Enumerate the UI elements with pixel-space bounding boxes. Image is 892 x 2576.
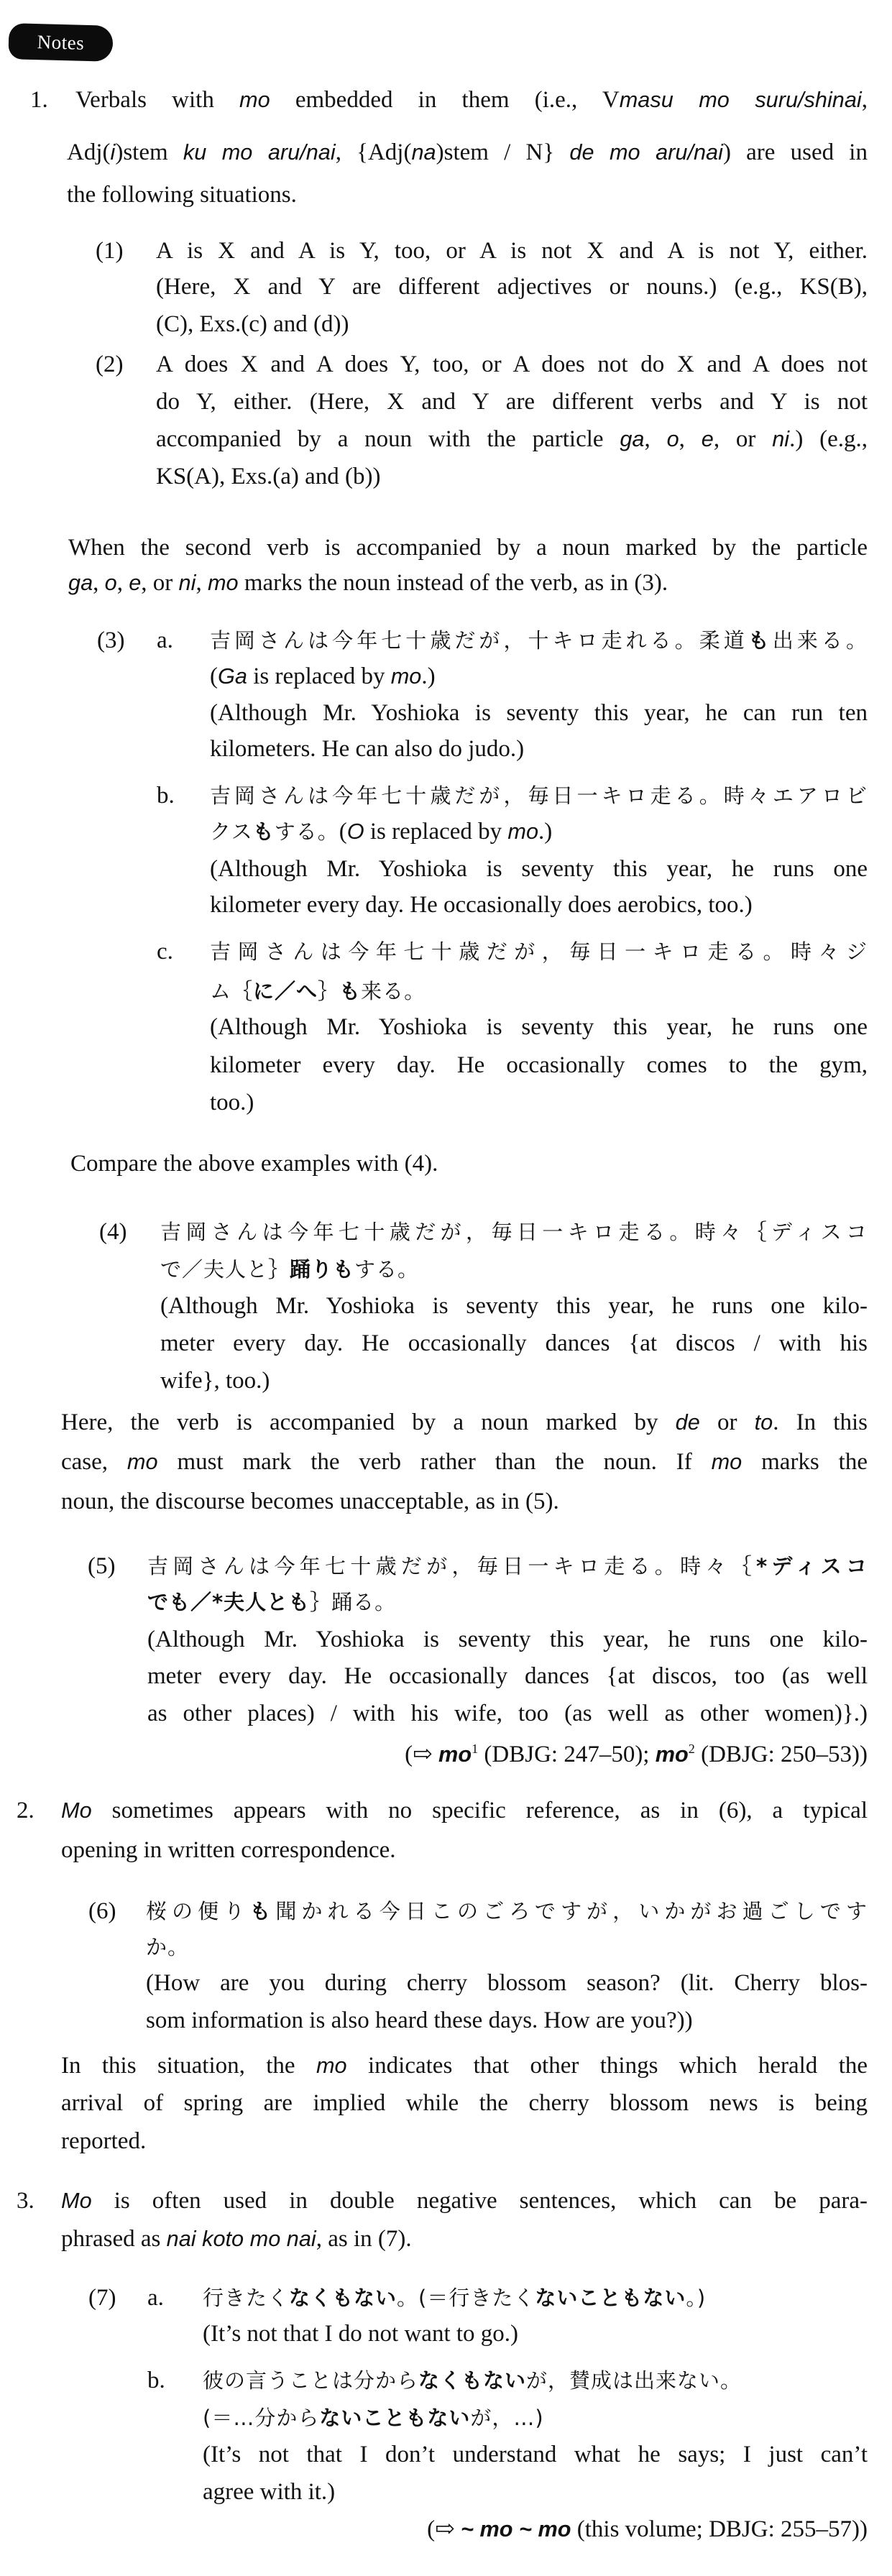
text-line [146, 1969, 868, 1997]
text-run: is often used in double negative sentences, which can be para- [91, 2188, 868, 2214]
text-line [156, 236, 868, 265]
text-line [210, 977, 426, 1006]
item-number-label [17, 2186, 35, 2215]
item-number-label [96, 236, 123, 265]
text-run: ( [210, 663, 218, 689]
text-run: , or [713, 426, 773, 452]
text-run: marks the noun instead of the verb, as in (3). [238, 570, 668, 596]
text-run: too.) [210, 1090, 254, 1116]
text-line [67, 180, 297, 209]
text-line [210, 855, 868, 883]
text-run: も [339, 979, 362, 1003]
text-run: ku mo aru/nai [183, 139, 336, 165]
item-number-label [147, 2366, 165, 2395]
text-run: 聞かれる今日このごろですが，いかがお過ごしです [275, 1899, 868, 1923]
text-run: Adj( [67, 139, 111, 165]
text-run: , or [141, 570, 179, 596]
text-run: . In this [773, 1409, 868, 1435]
text-run: (⇨ [427, 2516, 461, 2542]
text-run: de [675, 1409, 700, 1435]
text-run: b. [147, 2368, 165, 2393]
text-run: (Although Mr. Yoshioka is seventy this year, he runs one [210, 856, 868, 882]
text-run: nai koto mo nai [166, 2226, 316, 2251]
text-run: as other places) / with his wife, too (as well as other women)}.) [147, 1701, 868, 1726]
text-run: , [861, 87, 868, 113]
text-run: か。 [146, 1935, 190, 1959]
text-line [156, 272, 868, 301]
text-run: 吉岡さんは今年七十歳だが，毎日一キロ走る。時々｛ディスコ [160, 1220, 868, 1244]
text-run: b. [157, 783, 175, 809]
text-run: marks the [742, 1449, 868, 1475]
text-run: a. [157, 627, 173, 653]
text-run: , [196, 570, 208, 596]
text-run: ｝踊る。 [310, 1590, 397, 1614]
text-run: 行きたく [203, 2286, 290, 2310]
text-line [61, 1448, 868, 1476]
text-run: o [104, 570, 117, 595]
text-run: mo [239, 87, 270, 112]
text-run: c. [157, 939, 173, 965]
text-line [68, 569, 668, 597]
text-run: Here, the verb is accompanied by a noun marked by [61, 1409, 676, 1435]
text-run: 来る。 [361, 979, 426, 1003]
text-run: ないこともない [319, 2406, 471, 2430]
text-run: indicates that other things which herald the [346, 2053, 868, 2079]
text-run: も [249, 1899, 276, 1923]
text-line [203, 2283, 706, 2312]
text-run: 吉岡さんは今年七十歳だが，毎日一キロ走る。時々エアロビ [210, 783, 868, 808]
text-run: 2. [17, 1798, 35, 1823]
text-line [210, 891, 753, 919]
text-line [160, 1329, 868, 1358]
text-run: ni [178, 570, 196, 595]
text-run: (Although Mr. Yoshioka is seventy this year, he runs one kilo- [160, 1293, 868, 1319]
text-line [210, 662, 436, 691]
text-run: (Although Mr. Yoshioka is seventy this year, he runs one [210, 1014, 868, 1040]
text-run: mo [127, 1449, 158, 1474]
text-run: de mo aru/nai [569, 139, 723, 165]
text-line [160, 1218, 868, 1246]
text-run: must mark the verb rather than the noun. If [157, 1449, 712, 1475]
text-line [75, 86, 868, 114]
text-line [156, 425, 868, 454]
text-line [70, 1149, 438, 1178]
text-line [61, 2089, 868, 2117]
text-run: do Y, either. (Here, X and Y are different verbs and Y is not [156, 389, 868, 415]
text-line [146, 1897, 868, 1926]
item-number-label [88, 1552, 115, 1581]
text-line [203, 2404, 544, 2432]
text-run: (1) [96, 238, 124, 264]
text-run: (3) [97, 627, 125, 653]
text-run: mo [507, 819, 539, 844]
text-run: 。) [686, 2286, 707, 2310]
text-run: is replaced by [364, 819, 508, 845]
text-line [61, 1408, 868, 1437]
text-run: O [346, 819, 364, 844]
text-run: ~ mo ~ mo [461, 2516, 571, 2542]
text-run: (4) [99, 1219, 127, 1245]
text-line [160, 1366, 270, 1395]
text-line [203, 2319, 518, 2348]
notes-badge: Notes [8, 23, 113, 62]
text-run: ( [339, 819, 347, 845]
text-run: , [644, 426, 667, 452]
text-run: Verbals with [75, 87, 240, 113]
text-run: *ディスコ [755, 1554, 868, 1578]
text-run: kilometers. He can also do judo.) [210, 736, 525, 762]
item-number-label [99, 1218, 127, 1246]
cross-reference [427, 2515, 868, 2544]
text-run: opening in written correspondence. [61, 1837, 396, 1863]
item-number-label [88, 2283, 116, 2312]
text-run: で／夫人と｝ [160, 1257, 290, 1282]
text-run: 吉岡さんは今年七十歳だが，毎日一キロ走る。時々｛ [147, 1554, 756, 1578]
text-run: case, [61, 1449, 127, 1475]
item-number-label [147, 2283, 164, 2312]
text-run: wife}, too.) [160, 1368, 270, 1394]
text-run: する。 [354, 1257, 420, 1282]
text-run: 踊りも [290, 1257, 355, 1282]
text-run: ga [620, 426, 645, 451]
text-run: the following situations. [67, 182, 297, 208]
superscript: 1 [472, 1742, 479, 1756]
text-run: kilometer every day. He occasionally comes to the gym, [210, 1052, 868, 1078]
text-run: .) [538, 819, 553, 845]
text-run: が，…) [470, 2406, 544, 2430]
text-line [210, 817, 552, 846]
text-line [61, 1487, 559, 1516]
text-line [68, 533, 868, 562]
text-run: noun, the discourse becomes unacceptable, as in (5). [61, 1489, 559, 1514]
text-run: mo [438, 1742, 472, 1767]
text-run: (6) [88, 1898, 116, 1924]
text-run: 。(＝行きたく [397, 2286, 535, 2310]
text-run: phrased as [61, 2226, 167, 2252]
text-run: a. [147, 2285, 164, 2311]
text-run: (It’s not that I don’t understand what he says; I just can’t [203, 2442, 868, 2467]
text-run: 出来る。 [772, 628, 868, 653]
text-run: som information is also heard these days. How are you?)) [146, 2007, 693, 2033]
item-number-label [157, 937, 173, 966]
text-run: e [129, 570, 142, 595]
text-run: When the second verb is accompanied by a noun marked by the particle [68, 535, 868, 561]
text-run: KS(A), Exs.(a) and (b)) [156, 464, 381, 489]
text-run: (7) [88, 2285, 116, 2311]
text-run: (2) [96, 351, 124, 377]
text-run: (Although Mr. Yoshioka is seventy this year, he runs one kilo- [147, 1627, 868, 1652]
text-run: (5) [88, 1553, 116, 1579]
text-line [61, 2225, 412, 2253]
text-run: 彼の言うことは分から [203, 2368, 419, 2393]
text-run: する。 [274, 819, 339, 844]
text-line [203, 2478, 335, 2506]
text-run: (C), Exs.(c) and (d)) [156, 311, 349, 337]
text-run: , {Adj( [335, 139, 412, 165]
text-run: も [748, 628, 773, 653]
text-run: ni [772, 426, 790, 451]
text-run: , as in (7). [316, 2226, 412, 2252]
text-run: In this situation, the [61, 2053, 316, 2079]
text-run: なくもない [418, 2368, 527, 2393]
text-run: mo [207, 570, 239, 595]
text-line [67, 138, 868, 167]
item-number-label [157, 626, 173, 655]
item-number-label [17, 1796, 35, 1825]
text-run: ム｛ [210, 979, 254, 1003]
text-line [210, 699, 868, 727]
text-line [210, 781, 868, 810]
text-run: .) [421, 663, 436, 689]
text-run: (Here, X and Y are different adjectives or nouns.) (e.g., KS(B), [156, 274, 868, 300]
text-line [210, 735, 524, 763]
text-run: も [252, 819, 275, 844]
text-run: A is X and A is Y, too, or A is not X and A is not Y, either. [156, 238, 868, 264]
text-run: 桜の便り [146, 1899, 250, 1923]
text-run: i [110, 139, 116, 165]
text-line [210, 937, 868, 966]
text-line [147, 1588, 396, 1616]
text-line [203, 2366, 742, 2395]
text-line [146, 2006, 693, 2035]
text-run: arrival of spring are implied while the cherry blossom news is being [61, 2090, 868, 2116]
text-line [147, 1552, 868, 1581]
text-line [156, 462, 381, 491]
text-run: ) are used in [722, 139, 868, 165]
item-number-label [96, 350, 123, 379]
text-line [61, 1796, 868, 1825]
text-line [147, 1699, 868, 1728]
text-run: , [116, 570, 129, 596]
item-number-label [157, 781, 175, 810]
text-run: (＝…分から [203, 2406, 320, 2430]
text-run: でも／*夫人とも [147, 1590, 311, 1614]
text-run: is replaced by [247, 663, 391, 689]
text-run: 吉岡さんは今年七十歳だが，十キロ走れる。柔道 [210, 628, 748, 653]
text-run: sometimes appears with no specific reference, as in (6), a typical [91, 1798, 868, 1823]
text-run: 1. [30, 87, 48, 113]
text-run: reported. [61, 2128, 147, 2154]
text-run: Ga [218, 663, 247, 689]
text-run: embedded in them (i.e., V [270, 87, 620, 113]
item-number-label [88, 1897, 116, 1926]
text-run: ｝ [318, 979, 340, 1003]
text-line [203, 2440, 868, 2469]
text-run: masu mo suru/shinai [619, 87, 862, 112]
text-run: (Although Mr. Yoshioka is seventy this year, he can run ten [210, 700, 868, 726]
text-line [210, 1013, 868, 1041]
text-line [61, 2051, 868, 2080]
text-run: ga [68, 570, 93, 595]
text-run: agree with it.) [203, 2479, 336, 2505]
text-line [156, 387, 868, 416]
text-run: kilometer every day. He occasionally does aerobics, too.) [210, 892, 753, 918]
text-run: (DBJG: 250–53)) [694, 1742, 868, 1767]
text-run: , [93, 570, 105, 596]
text-run: 3. [17, 2188, 35, 2214]
text-run: (this volume; DBJG: 255–57)) [571, 2516, 868, 2542]
text-run: accompanied by a noun with the particle [156, 426, 620, 452]
item-number-label [97, 626, 124, 655]
text-run: (It’s not that I do not want to go.) [203, 2321, 519, 2347]
text-line [156, 310, 349, 339]
text-line [146, 1933, 189, 1961]
text-run: )stem / N} [436, 139, 570, 165]
text-run: mo [390, 663, 422, 689]
text-run: )stem [115, 139, 183, 165]
text-line [61, 1836, 396, 1864]
text-run: (⇨ [405, 1742, 439, 1767]
text-run: mo [711, 1449, 742, 1474]
text-line [147, 1662, 868, 1690]
text-run: o [666, 426, 679, 451]
text-run: na [411, 139, 436, 165]
text-run: meter every day. He occasionally dances {at discos, too (as well [147, 1663, 868, 1689]
text-run: or [699, 1409, 755, 1435]
text-line [160, 1292, 868, 1320]
text-run: (How are you during cherry blossom season? (lit. Cherry blos- [146, 1970, 868, 1996]
text-run: A does X and A does Y, too, or A does not do X and A does not [156, 351, 868, 377]
text-line [210, 1088, 254, 1117]
text-run: Compare the above examples with (4). [70, 1151, 438, 1177]
text-run: (DBJG: 247–50); [478, 1742, 656, 1767]
text-run: e [701, 426, 714, 451]
text-run: が，賛成は出来ない。 [526, 2368, 742, 2393]
text-line [210, 626, 868, 655]
text-run: , [679, 426, 702, 452]
item-number-label [30, 86, 48, 114]
text-line [160, 1255, 419, 1284]
text-run: 吉岡さんは今年七十歳だが，毎日一キロ走る。時々ジ [210, 939, 868, 964]
text-run: クス [210, 819, 253, 844]
text-line [147, 1625, 868, 1654]
text-run: to [754, 1409, 773, 1435]
text-run: なくもない [289, 2286, 397, 2310]
text-run: mo [655, 1742, 689, 1767]
text-run: meter every day. He occasionally dances {at discos / with his [160, 1330, 868, 1356]
text-line [210, 1051, 868, 1080]
text-run: .) (e.g., [789, 426, 868, 452]
text-line [156, 350, 868, 379]
text-line [61, 2127, 146, 2156]
text-run: Mo [61, 2188, 92, 2213]
text-run: ないこともない [535, 2286, 686, 2310]
text-run: に／へ [253, 979, 318, 1003]
text-run: Mo [61, 1798, 92, 1823]
text-run: mo [316, 2053, 347, 2078]
text-line [61, 2186, 868, 2215]
cross-reference [405, 1740, 868, 1769]
superscript: 2 [688, 1742, 695, 1756]
